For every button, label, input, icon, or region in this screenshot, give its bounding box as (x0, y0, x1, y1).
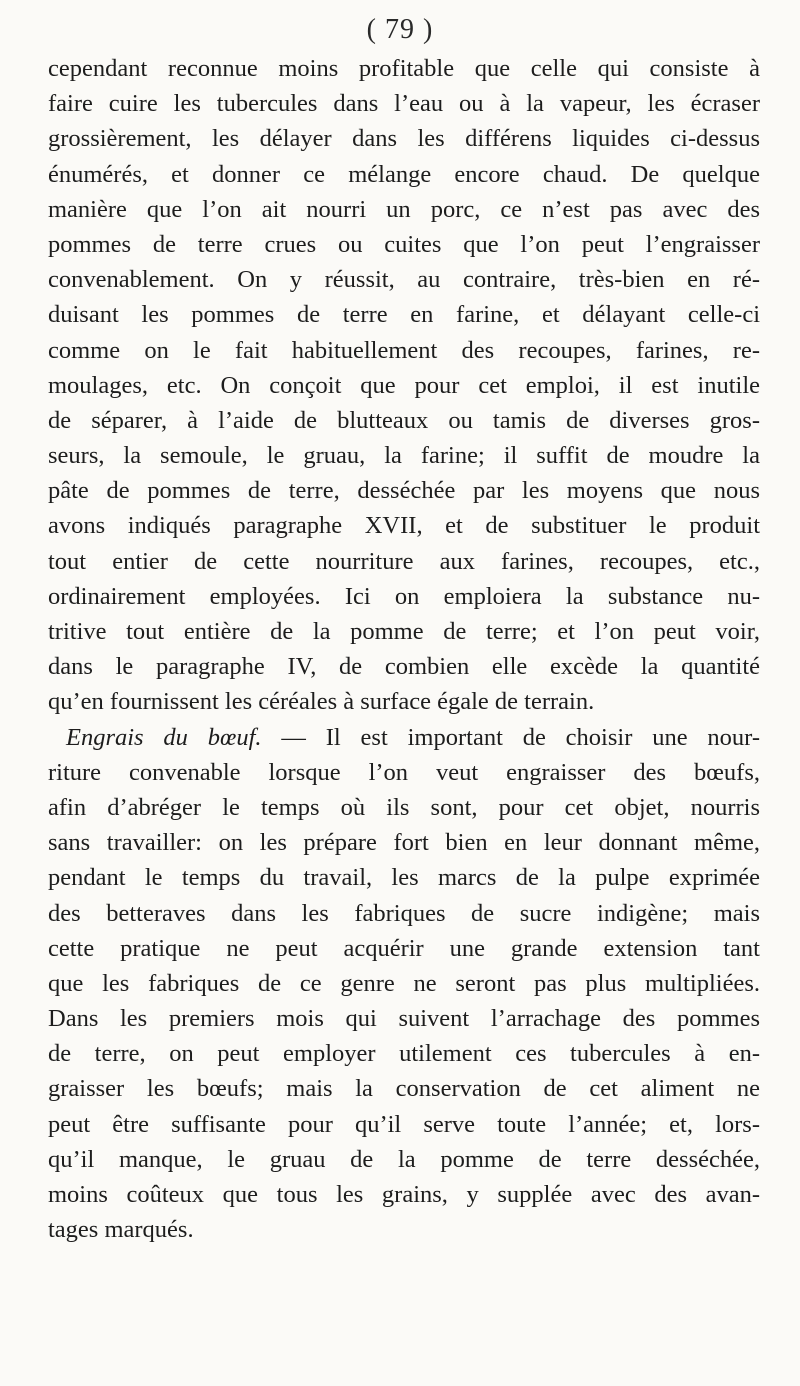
text-line: faire cuire les tubercules dans l’eau ou à la vapeur, les écraser (48, 90, 760, 118)
text-line: graisser les bœufs; mais la conservation de cet aliment ne (48, 1075, 760, 1103)
text-line: tritive tout entière de la pomme de terre; et l’on peut voir, (48, 618, 760, 645)
text-line: moins coûteux que tous les grains, y supplée avec des avan- (48, 1181, 760, 1208)
text-line: pendant le temps du travail, les marcs de la pulpe exprimée (48, 864, 760, 892)
text-line: tages marqués. (48, 1216, 194, 1244)
text-line: moulages, etc. On conçoit que pour cet emploi, il est inutile (48, 371, 760, 399)
text-line: que les fabriques de ce genre ne seront pas plus multipliées. (48, 969, 760, 997)
section-heading: Engrais du bœuf. (66, 723, 262, 751)
text-line: sans travailler: on les prépare fort bien en leur donnant même, (48, 829, 760, 857)
body-text (48, 51, 760, 1247)
text-line: duisant les pommes de terre en farine, et délayant celle-ci (48, 301, 760, 329)
text-line: pâte de pommes de terre, desséchée par les moyens que nous (48, 477, 760, 505)
text-line: pommes de terre crues ou cuites que l’on peut l’engraisser (48, 230, 760, 258)
text-line: de terre, on peut employer utilement ces tubercules à en- (48, 1040, 760, 1068)
section-heading-text: — Il est important de choisir une nour- (261, 723, 760, 751)
text-line: avons indiqués paragraphe XVII, et de substituer le produit (48, 512, 760, 540)
text-line: seurs, la semoule, le gruau, la farine; il suffit de moudre la (48, 442, 760, 470)
text-line: Dans les premiers mois qui suivent l’arrachage des pommes (48, 1005, 760, 1033)
text-line: qu’en fournissent les céréales à surface égale de terrain. (48, 688, 595, 716)
text-line: énumérés, et donner ce mélange encore chaud. De quelque (48, 160, 760, 188)
text-line: dans le paragraphe IV, de combien elle excède la quantité (48, 653, 760, 681)
text-line: afin d’abréger le temps où ils sont, pour cet objet, nourris (48, 793, 760, 821)
text-line: peut être suffisante pour qu’il serve toute l’année; et, lors- (48, 1110, 760, 1138)
text-line: tout entier de cette nourriture aux farines, recoupes, etc., (48, 547, 760, 575)
text-line: ordinairement employées. Ici on emploiera la substance nu- (48, 582, 760, 610)
text-line: cette pratique ne peut acquérir une grande extension tant (48, 934, 760, 962)
text-line: cependant reconnue moins profitable que celle qui consiste à (48, 55, 760, 82)
text-line: riture convenable lorsque l’on veut engraisser des bœufs, (48, 758, 760, 786)
text-line: convenablement. On y réussit, au contraire, très-bien en ré- (48, 266, 760, 294)
section-heading-line (48, 720, 760, 755)
text-line: manière que l’on ait nourri un porc, ce n’est pas avec des (48, 195, 760, 223)
text-line: grossièrement, les délayer dans les différens liquides ci-dessus (48, 125, 760, 153)
page-number: ( 79 ) (366, 14, 434, 45)
text-line: comme on le fait habituellement des recoupes, farines, re- (48, 336, 760, 364)
text-line: de séparer, à l’aide de blutteaux ou tamis de diverses gros- (48, 406, 760, 434)
text-line: des betteraves dans les fabriques de sucre indigène; mais (48, 899, 760, 927)
text-line: qu’il manque, le gruau de la pomme de terre desséchée, (48, 1145, 760, 1173)
